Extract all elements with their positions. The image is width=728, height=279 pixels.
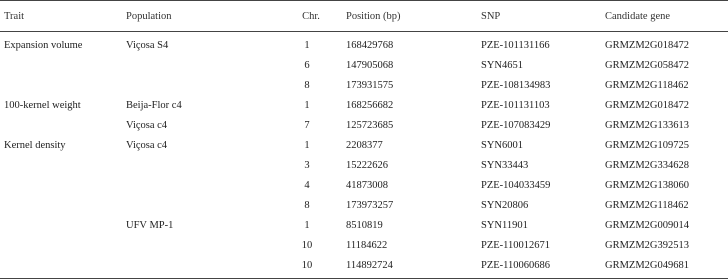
table-row [0,215,728,235]
cell-trait [0,255,126,279]
cell-population [126,195,276,215]
cell-trait [0,235,126,255]
cell-chromosome: 3 [304,159,310,171]
cell-population [126,155,276,175]
cell-chromosome: 6 [304,59,310,71]
cell-snp: PZE-110012671 [481,239,551,251]
cell-snp: SYN4651 [481,59,524,71]
cell-population [126,75,276,95]
cell-snp: SYN33443 [481,159,529,171]
cell-snp: SYN11901 [481,219,528,231]
cell-trait: Expansion volume [4,39,83,51]
cell-chromosome: 8 [304,79,310,91]
cell-chromosome: 10 [301,239,313,251]
cell-trait [0,195,126,215]
cell-candidate-gene: GRMZM2G049681 [605,259,690,271]
cell-position: 173973257 [346,199,394,211]
cell-position: 15222626 [346,159,388,171]
table-row [0,32,728,56]
header-trait: Trait [4,10,25,22]
cell-trait [0,175,126,195]
cell-population [126,255,276,279]
table-row [0,175,728,195]
cell-chromosome: 4 [304,179,310,191]
cell-position: 8510819 [346,219,383,231]
cell-position: 2208377 [346,139,383,151]
table-row [0,95,728,115]
header-position: Position (bp) [346,10,401,22]
table-row [0,155,728,175]
cell-candidate-gene: GRMZM2G133613 [605,119,690,131]
header-snp: SNP [481,10,501,22]
table-row [0,115,728,135]
table-header [0,1,728,32]
cell-chromosome: 1 [304,219,310,231]
header-candidate-gene: Candidate gene [605,10,671,22]
cell-population: UFV MP-1 [126,219,174,231]
cell-population: Viçosa c4 [126,119,168,131]
header-population: Population [126,10,172,22]
cell-chromosome: 8 [304,199,310,211]
cell-trait [0,55,126,75]
cell-candidate-gene: GRMZM2G392513 [605,239,690,251]
cell-population: Viçosa S4 [126,39,169,51]
cell-trait: Kernel density [4,139,66,151]
cell-chromosome: 10 [301,259,313,271]
cell-snp: SYN20806 [481,199,529,211]
cell-position: 125723685 [346,119,394,131]
cell-candidate-gene: GRMZM2G009014 [605,219,690,231]
cell-candidate-gene: GRMZM2G118462 [605,79,689,91]
cell-snp: PZE-101131103 [481,99,550,111]
cell-position: 173931575 [346,79,394,91]
cell-snp: PZE-108134983 [481,79,551,91]
cell-chromosome: 1 [304,139,310,151]
table-row [0,235,728,255]
cell-snp: PZE-104033459 [481,179,551,191]
cell-candidate-gene: GRMZM2G138060 [605,179,690,191]
cell-position: 11184622 [346,239,388,251]
table-row [0,255,728,279]
cell-snp: PZE-101131166 [481,39,550,51]
cell-position: 41873008 [346,179,388,191]
cell-population: Beija-Flor c4 [126,99,182,111]
table-row [0,75,728,95]
cell-chromosome: 1 [304,39,310,51]
cell-snp: PZE-110060686 [481,259,551,271]
cell-trait [0,155,126,175]
cell-position: 168256682 [346,99,394,111]
cell-trait: 100-kernel weight [4,99,81,111]
cell-population [126,175,276,195]
cell-population [126,235,276,255]
header-row [0,1,728,32]
cell-chromosome: 7 [304,119,310,131]
cell-candidate-gene: GRMZM2G334628 [605,159,690,171]
cell-snp: SYN6001 [481,139,524,151]
cell-trait [0,215,126,235]
cell-candidate-gene: GRMZM2G018472 [605,39,690,51]
cell-trait [0,115,126,135]
cell-trait [0,75,126,95]
table-body [0,32,728,279]
cell-candidate-gene: GRMZM2G058472 [605,59,690,71]
table-row [0,195,728,215]
cell-candidate-gene: GRMZM2G118462 [605,199,689,211]
cell-population [126,55,276,75]
cell-position: 147905068 [346,59,394,71]
table-row [0,55,728,75]
table-row [0,135,728,155]
cell-candidate-gene: GRMZM2G018472 [605,99,690,111]
cell-snp: PZE-107083429 [481,119,551,131]
cell-chromosome: 1 [304,99,310,111]
cell-position: 168429768 [346,39,394,51]
cell-position: 114892724 [346,259,393,271]
cell-population: Viçosa c4 [126,139,168,151]
cell-candidate-gene: GRMZM2G109725 [605,139,690,151]
header-chromosome: Chr. [302,10,320,22]
